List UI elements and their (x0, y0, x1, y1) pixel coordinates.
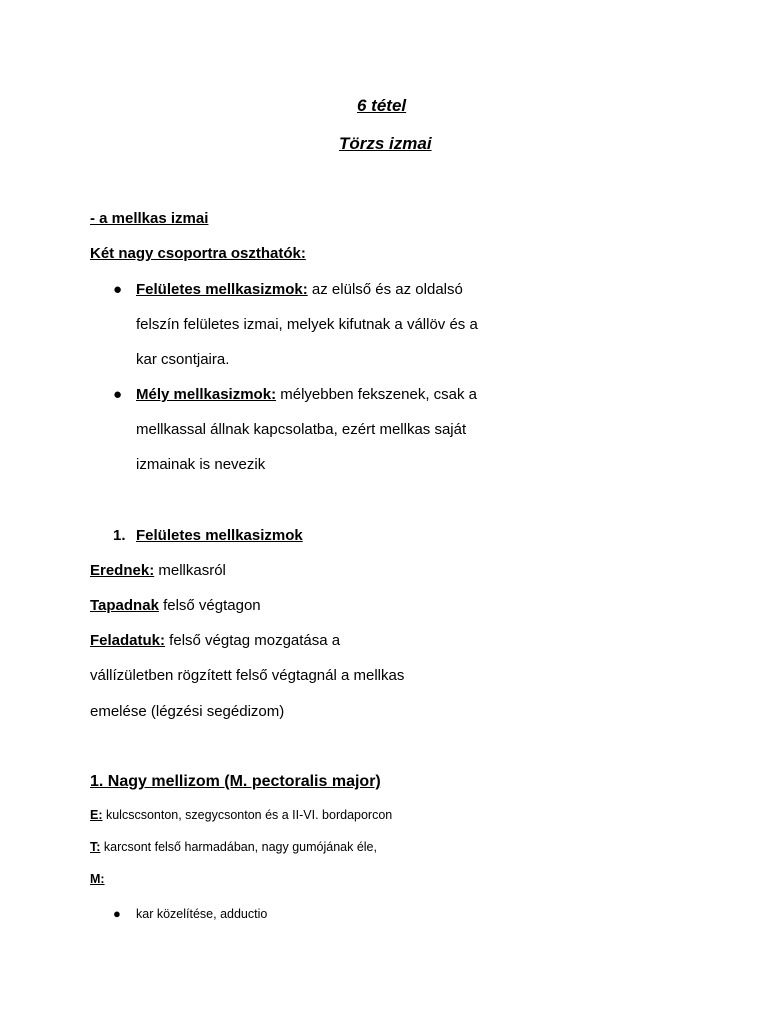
bullet-text-line: mellkassal állnak kapcsolatba, ezért mellkas saját (136, 421, 467, 438)
bullet-text: az elülső és az oldalsó (307, 281, 463, 298)
insertion-line (90, 596, 261, 616)
bullet-icon: ● (113, 906, 121, 921)
document-subtitle: Törzs izmai (339, 134, 432, 153)
function-text-line: vállízületben rögzített felső végtagnál a mellkas (90, 667, 405, 684)
function-value: felső végtag mozgatása a (165, 632, 341, 649)
insertion-label: Tapadnak (90, 597, 159, 614)
insertion-value: felső végtagon (158, 597, 261, 614)
bullet-text-line: felszín felületes izmai, melyek kifutnak a vállöv és a (136, 316, 478, 333)
bullet-text: mélyebben fekszenek, csak a (276, 386, 478, 403)
muscle-insertion-line (90, 838, 377, 856)
function-text-line: emelése (légzési segédizom) (90, 703, 285, 720)
muscle-insertion-label: T: (90, 840, 101, 854)
function-label: Feladatuk: (90, 632, 166, 649)
section-heading-chest-muscles: - a mellkas izmai (90, 210, 209, 227)
origin-value: mellkasról (154, 562, 226, 579)
origin-line (90, 561, 226, 581)
muscle-origin-label: E: (90, 808, 103, 822)
muscle-origin-line (90, 806, 392, 824)
bullet-text-line: izmainak is nevezik (136, 456, 266, 473)
movement-bullet-item: kar közelítése, adductio (136, 907, 268, 921)
origin-label: Erednek: (90, 562, 155, 579)
muscle-movement-label: M: (90, 872, 105, 886)
function-line (90, 631, 340, 651)
bullet-item-superficial (136, 280, 463, 300)
bullet-icon: ● (113, 386, 123, 403)
section-heading-superficial: Felületes mellkasizmok (136, 527, 303, 544)
muscle-heading: 1. Nagy mellizom (M. pectoralis major) (90, 773, 381, 790)
list-number: 1. (113, 527, 126, 544)
document-title: 6 tétel (357, 96, 407, 115)
bullet-icon: ● (113, 281, 123, 298)
bullet-text-line: kar csontjaira. (136, 351, 230, 368)
numbered-heading-superficial (113, 526, 126, 546)
bullet-item-deep (136, 385, 477, 405)
groups-label: Két nagy csoportra oszthatók: (90, 245, 306, 262)
bullet-term: Felületes mellkasizmok: (136, 281, 308, 298)
bullet-term: Mély mellkasizmok: (136, 386, 277, 403)
muscle-insertion-value: karcsont felső harmadában, nagy gumójának éle, (100, 840, 377, 854)
muscle-origin-value: kulcscsonton, szegycsonton és a II-VI. bordaporcon (102, 808, 393, 822)
